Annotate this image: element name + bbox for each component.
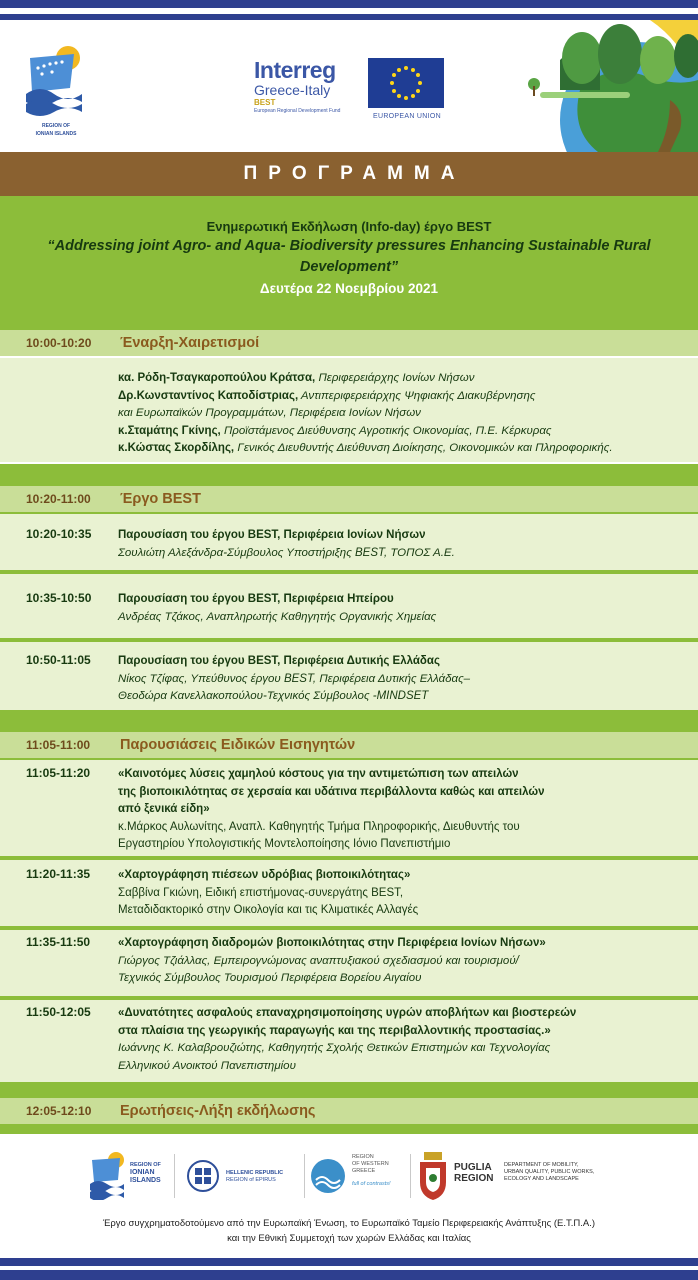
item-title: «Χαρτογράφηση διαδρομών βιοποικιλότητας στην Περιφέρεια Ιονίων Νήσων» xyxy=(118,937,546,949)
section-experts xyxy=(0,732,698,758)
section-time: 10:00-10:20 xyxy=(26,336,92,350)
hellenic-republic-emblem-icon xyxy=(186,1159,220,1193)
item-speaker: Σαββίνα Γκιώνη, Ειδική επιστήμονας-συνεργάτης BEST, xyxy=(118,886,404,899)
section-opening xyxy=(0,330,698,356)
partner-logo-puglia xyxy=(418,1150,608,1202)
item-time: 11:35-11:50 xyxy=(26,935,91,949)
separator xyxy=(0,1082,698,1098)
item-speaker: Γιώργος Τζιάλλας, Εμπειρογνώμονας αναπτυξιακού σχεδιασμού και τουρισμού/ xyxy=(118,954,519,967)
partner-name: HELLENIC REPUBLIC xyxy=(226,1170,284,1176)
item-time: 11:20-11:35 xyxy=(26,867,91,881)
item-title: από ξενικά είδη» xyxy=(118,803,210,815)
nature-globe-illustration xyxy=(520,20,698,152)
eu-logo xyxy=(368,58,446,120)
speaker-line: Δρ.Κωνσταντίνος Καποδίστριας, Αντιπεριφερειάρχης Ψηφιακής Διακυβέρνησης xyxy=(118,389,536,402)
partner-logos xyxy=(88,1150,608,1202)
programme-title-bar xyxy=(0,152,698,196)
partner-name: PUGLIA xyxy=(454,1162,492,1173)
item-speaker: Σουλιώτη Αλεξάνδρα-Σύμβουλος Υποστήριξης BEST, ΤΟΠΟΣ Α.Ε. xyxy=(118,546,455,559)
interreg-brand: Interreg xyxy=(254,57,336,83)
section-closing xyxy=(0,1098,698,1124)
section-heading: Έργο BEST xyxy=(120,491,201,507)
partner-name: GREECE xyxy=(352,1168,376,1174)
partner-tagline: full of contrasts! xyxy=(352,1181,391,1187)
item-time: 10:35-10:50 xyxy=(26,591,92,605)
item-title: «Καινοτόμες λύσεις χαμηλού κόστους για την αντιμετώπιση των απειλών xyxy=(118,768,519,780)
partner-name: REGION xyxy=(454,1173,494,1184)
item-time: 10:50-11:05 xyxy=(26,653,91,667)
eu-caption: EUROPEAN UNION xyxy=(373,113,441,120)
section-best xyxy=(0,486,698,512)
logo-divider xyxy=(174,1154,175,1198)
speaker-line: κ.Κώστας Σκορδίλης, Γενικός Διευθυντής Διεύθυνση Διοίκησης, Οικονομικών και Πληροφορικής. xyxy=(118,442,613,454)
speaker-line: κα. Ρόδη-Τσαγκαροπούλου Κράτσα, Περιφερειάρχης Ιονίων Νήσων xyxy=(118,372,475,384)
item-title: Παρουσίαση του έργου BEST, Περιφέρεια Ιονίων Νήσων xyxy=(118,529,426,541)
interreg-logo xyxy=(254,58,374,115)
item-title: Παρουσίαση του έργου BEST, Περιφέρεια Δυτικής Ελλάδας xyxy=(118,655,440,667)
partner-logo-ionian xyxy=(88,1150,168,1202)
partner-logo-western-greece xyxy=(310,1150,406,1202)
partner-department: DEPARTMENT OF MOBILITY, xyxy=(504,1162,579,1168)
section-heading: Έναρξη-Χαιρετισμοί xyxy=(120,335,260,351)
ionian-logo-caption-1: REGION OF xyxy=(41,123,71,129)
interreg-project: BEST xyxy=(254,98,276,107)
partner-name: REGION of EPIRUS xyxy=(226,1177,276,1183)
funding-line: Έργο συγχρηματοδοτούμενο από την Ευρωπαϊκή Ένωση, το Ευρωπαϊκό Ταμείο Περιφερειακής Ανάπτυξης (Ε.Τ.Π.Α.) xyxy=(102,1218,596,1229)
item-speaker: κ.Μάρκος Αυλωνίτης, Αναπλ. Καθηγητής Τμήμα Πληροφορικής, Διευθυντής του xyxy=(118,820,520,833)
puglia-coat-of-arms-icon xyxy=(418,1152,448,1200)
item-speaker: Ιωάννης Κ. Καλαβρουζιώτης, Καθηγητής Σχολής Θετικών Επιστημών και Τεχνολογίας xyxy=(118,1042,551,1054)
event-name: Ενημερωτική Εκδήλωση (Info-day) έργο BEST xyxy=(206,219,492,234)
item-title: στα πλαίσια της γεωργικής παραγωγής και της περιβαλλοντικής προστασίας.» xyxy=(118,1024,551,1037)
partner-name: OF WESTERN xyxy=(352,1161,389,1167)
partner-department: URBAN QUALITY, PUBLIC WORKS, xyxy=(504,1169,595,1175)
section-heading: Παρουσιάσεις Ειδικών Εισηγητών xyxy=(120,737,356,753)
partner-name: REGION OF xyxy=(130,1162,161,1168)
globe-landscape-icon xyxy=(520,20,698,152)
programme-title: ΠΡΟΓΡΑΜΜΑ xyxy=(243,163,466,184)
footer xyxy=(0,1134,698,1260)
item-time: 11:50-12:05 xyxy=(26,1005,91,1019)
partner-logo-epirus xyxy=(186,1150,298,1202)
interreg-fund: European Regional Development Fund xyxy=(254,108,341,114)
interreg-programme: Greece-Italy xyxy=(254,82,331,98)
ionian-islands-emblem-icon xyxy=(88,1150,126,1200)
partner-department: ECOLOGY AND LANDSCAPE xyxy=(504,1176,579,1182)
event-date: Δευτέρα 22 Νοεμβρίου 2021 xyxy=(259,281,439,296)
item-speaker: Τεχνικός Σύμβουλος Τουρισμού Περιφέρεια Βορείου Αιγαίου xyxy=(118,972,422,984)
ionian-islands-emblem-icon xyxy=(24,44,84,116)
section-time: 11:05-11:00 xyxy=(26,738,91,752)
item-speaker: Θεοδώρα Κανελλακοπούλου-Τεχνικός Σύμβουλος -MINDSET xyxy=(118,690,429,702)
welcome-speakers xyxy=(0,370,698,460)
speaker-line: κ.Σταμάτης Γκίνης, Προϊστάμενος Διεύθυνσης Αγροτικής Οικονομίας, Π.Ε. Κέρκυρας xyxy=(118,424,552,437)
logo-divider xyxy=(304,1154,305,1198)
item-title: Παρουσίαση του έργου BEST, Περιφέρεια Ηπείρου xyxy=(118,593,394,605)
item-speaker: Νίκος Τζίφας, Υπεύθυνος έργου BEST, Περιφέρεια Δυτικής Ελλάδας– xyxy=(118,672,471,685)
item-speaker: Ανδρέας Τζάκος, Αναπληρωτής Καθηγητής Οργανικής Χημείας xyxy=(118,610,437,623)
top-stripe xyxy=(0,0,698,8)
bottom-stripe xyxy=(0,1258,698,1266)
item-speaker: Μεταδιδακτορικό στην Οικολογία και τις Κλιματικές Αλλαγές xyxy=(118,904,419,916)
event-intro xyxy=(0,196,698,328)
eu-flag-icon xyxy=(368,58,444,108)
partner-name: ISLANDS xyxy=(130,1177,161,1184)
header xyxy=(0,20,698,152)
speaker-line: και Ευρωπαϊκών Προγραμμάτων, Περιφέρεια Ιονίων Νήσων xyxy=(118,407,421,419)
partner-name: REGION xyxy=(352,1154,374,1160)
ionian-islands-logo xyxy=(24,44,88,146)
item-time: 11:05-11:20 xyxy=(26,766,91,780)
separator xyxy=(0,1124,698,1134)
item-title: «Δυνατότητες ασφαλούς επαναχρησιμοποίησης υγρών αποβλήτων και βιοστερεών xyxy=(118,1007,577,1019)
bottom-stripe-lower xyxy=(0,1270,698,1280)
funding-statement xyxy=(0,1216,698,1246)
item-time: 10:20-10:35 xyxy=(26,527,92,541)
section-heading: Ερωτήσεις-Λήξη εκδήλωσης xyxy=(120,1103,316,1119)
funding-line: και την Εθνική Συμμετοχή των χωρών Ελλάδας και Ιταλίας xyxy=(227,1233,471,1244)
western-greece-emblem-icon xyxy=(310,1158,346,1194)
section-time: 10:20-11:00 xyxy=(26,492,91,506)
logo-divider xyxy=(410,1154,411,1198)
event-subtitle: “Addressing joint Agro- and Aqua- Biodiversity pressures Enhancing Sustainable Rural Development” xyxy=(47,238,651,275)
item-speaker: Ελληνικού Ανοικτού Πανεπιστημίου xyxy=(118,1059,296,1072)
ionian-logo-caption-2: IONIAN ISLANDS xyxy=(35,131,77,137)
item-speaker: Εργαστηρίου Υπολογιστικής Μοντελοποίησης Ιόνιο Πανεπιστήμιο xyxy=(118,838,451,850)
separator xyxy=(0,710,698,732)
partner-name: IONIAN xyxy=(130,1169,155,1176)
section-time: 12:05-12:10 xyxy=(26,1104,92,1118)
item-title: «Χαρτογράφηση πιέσεων υδρόβιας βιοποικιλότητας» xyxy=(118,869,411,881)
item-title: της βιοποικιλότητας σε χερσαία και υδάτινα περιβάλλοντα καθώς και απειλών xyxy=(118,785,545,798)
separator xyxy=(0,464,698,486)
